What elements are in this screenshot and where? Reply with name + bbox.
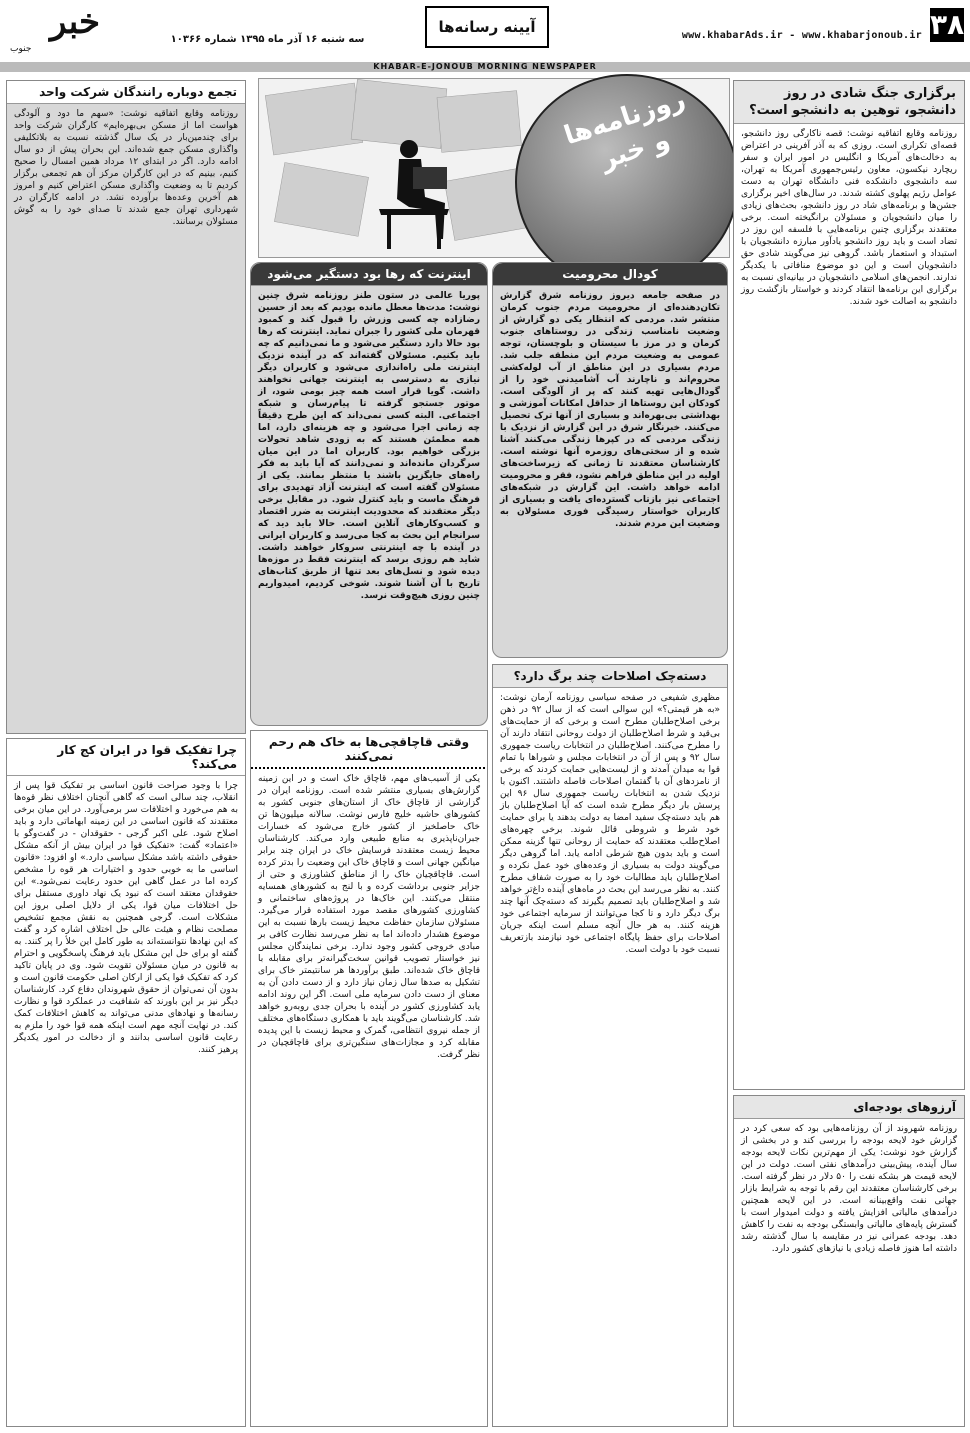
english-subtitle: KHABAR-E-JONOUB MORNING NEWSPAPER [0,62,970,72]
article-student-day [733,80,965,1090]
article-body: روزنامه وقایع اتفاقیه نوشت: «سهم ما دود و آلودگی هواست اما از مسکن بی‌بهره‌ایم» کارگران شرکت واحد برای چندمین‌بار در یک سال گذشته نسبت به بلاتکلیفی واگذاری مسکن جمع شده‌اند. این بحران پیش از دو سال ادامه دارد. اگر در ابتدای ۱۲ مرداد همین امسال را صحیح کنیم، بینیم که در این کارگران مرکز آن هم تجمعی برگزار کردیم تا به وضعیت واگذاری مسکن اعتراض کنیم و امروز هم آخرین وعده‌ها برآورده نشد. در ادامه کارگران در شهرداری تهران جمع شدند تا صدای خود را به گوش مسئولان برسانند. [14,109,239,227]
article-internet [250,262,488,726]
date-issue: سه شنبه ۱۶ آذر ماه ۱۳۹۵ شماره ۱۰۳۶۶ [170,34,365,45]
article-title[interactable]: آرزوهای بودجه‌ای [734,1096,964,1119]
website-urls[interactable]: www.khabarAds.ir - www.khabarjonoub.ir [681,30,922,41]
globe-caption: روزنامه‌ها و خبر [560,84,689,176]
article-title[interactable]: برگزاری جنگ شادی در روز دانشجو، توهین به دانشجو است؟ [734,81,964,124]
article-bus-drivers [6,80,246,734]
article-title[interactable]: دسته‌چک اصلاحات چند برگ دارد؟ [493,665,727,688]
article-title[interactable]: تجمع دوباره رانندگان شرکت واحد [7,81,245,104]
page-number: ۳۸ [930,8,965,41]
article-body: روزنامه شهروند از آن روزنامه‌هایی بود که سعی کرد در گزارش خود لایحه بودجه را بررسی کند و در بخشی از گزارش خود نوشت: یکی از مهم‌ترین نکات لایحه بودجه سال آینده، پیش‌بینی درآمدهای نفتی است. دولت در این لایحه قیمت هر بشکه نفت را ۵۰ دلار در نظر گرفته است. برخی کارشناسان معتقدند این رقم با توجه به شرایط بازار جهانی نفت واقع‌بینانه است. در این لایحه همچنین درآمدهای مالیاتی افزایش یافته و دولت امیدوار است با گسترش پایه‌های مالیاتی وابستگی بودجه به نفت را کاهش دهد. بودجه عمرانی نیز در مقایسه با سال گذشته رشد داشته اما هنوز فاصله زیادی با نیازهای کشور دارد. [741,1124,957,1254]
article-title[interactable]: چرا تفکیک قوا در ایران کج کار می‌کند؟ [7,739,245,776]
article-budget [733,1095,965,1427]
logo-word: خبر [49,2,100,42]
logo-tag: جنوب [10,44,32,54]
article-title[interactable]: اینترنت که رها بود دستگیر می‌شود [251,263,487,286]
newspaper-logo [8,2,104,56]
article-body: چرا با وجود صراحت قانون اساسی بر تفکیک قوا پس از انقلاب، چند سالی است که گاهی آنچنان اختلاف نظر قوه‌ها به هم می‌خورد و اختلافات سر برمی‌آورد. در این میان برخی معتقدند که قانون اساسی در این زمینه ابهاماتی دارد و باید اصلاح شود. علی اکبر گرجی - حقوقدان - در گفت‌وگو با «اعتماد» گفت: «تفکیک قوا در ایران بیش از آنکه مشکل حقوقی داشته باشد مشکل سیاسی دارد.» او افزود: «قانون اساسی ما به خوبی حدود و اختیارات هر قوه را مشخص کرده اما در عمل گاهی این حدود رعایت نمی‌شود.» این حقوقدان معتقد است که نبود یک نهاد داوری مستقل برای حل اختلافات میان قوا، یکی از دلایل اصلی بروز این مشکلات است. گرجی همچنین به نقش مجمع تشخیص مصلحت نظام و هیئت عالی حل اختلاف اشاره کرد و گفت که این نهادها نتوانسته‌اند به طور کامل این خلأ را پر کنند. به گفته او برای حل این مشکل باید فرهنگ پاسخگویی و احترام به قانون در میان مسئولان تقویت شود. وی در پایان تاکید کرد که تفکیک قوا یکی از ارکان اصلی حکومت قانون است و بدون آن نمی‌توان از حقوق شهروندان دفاع کرد. کارشناسان دیگر نیز بر این باورند که شفافیت در عملکرد قوا و نظارت رسانه‌ها و نهادهای مدنی می‌تواند به کاهش اختلافات کمک کند. در نهایت آنچه مهم است اینکه همه قوا خود را ملزم به رعایت قانون اساسی بدانند و از دخالت در امور یکدیگر پرهیز کنند. [14,781,238,1055]
article-body: مظهری شفیعی در صفحه سیاسی روزنامه آرمان نوشت: «به هر قیمتی؟» این سوالی است که از سال ۹۲ در ذهن برخی اصلاح‌طلبان مطرح است و برخی که از حمایت‌های بی‌قید و شرط اصلاح‌طلبان از دولت روحانی انتقاد دارند آن را مطرح می‌کنند. اصلاح‌طلبان در انتخابات ریاست جمهوری سال ۹۲ و پس از آن در انتخابات مجلس و شوراها با تمام قوا به میدان آمدند و از لیست‌هایی حمایت کردند که برخی از نامزدهای آن با گفتمان اصلاحات فاصله داشتند. اکنون با نزدیک شدن به انتخابات ریاست جمهوری سال ۹۶ این پرسش بار دیگر مطرح شده است که آیا اصلاح‌طلبان باز هم باید دسته‌چک سفید امضا به دولت بدهند یا برای حمایت خود شرط و شروطی قائل شوند. برخی چهره‌های اصلاح‌طلب معتقدند که حمایت از روحانی تنها گزینه ممکن است و باید بدون هیچ شرطی ادامه یابد. اما گروهی دیگر می‌گویند دولت به بسیاری از وعده‌های خود عمل نکرده و اصلاح‌طلبان باید مطالبات خود را به صورت شفاف مطرح کنند. به نظر می‌رسد این بحث در ماه‌های آینده داغ‌تر خواهد شد و اصلاح‌طلبان باید تصمیم بگیرند که دسته‌چک آنها چند برگ دیگر دارد و تا کجا می‌توانند از سرمایه اجتماعی خود هزینه کنند. به هر حال آنچه مسلم است اینکه جریان اصلاحات برای حفظ پایگاه اجتماعی خود نیازمند بازتعریف نسبت خود با دولت است. [500,693,720,955]
article-soil-smuggling [250,730,488,1427]
article-body: در صفحه جامعه دیروز روزنامه شرق گزارش تکان‌دهنده‌ای از محرومیت مردم جنوب کرمان منتشر شد. مردمی که انتظار یکی دو گزارش از وضعیت نامناسب زندگی در روستاهای جنوب کرمان و در مرز با سیستان و بلوچستان، توجه عمومی به وضعیت مردم این منطقه جلب شد. مردم بسیاری در این مناطق از آب لوله‌کشی محروم‌اند و ناچارند آب آشامیدنی خود را از گودال‌هایی تهیه کنند که پر از آلودگی است. کودکان این روستاها از حداقل امکانات آموزشی و بهداشتی بی‌بهره‌اند و بسیاری از آنها ترک تحصیل می‌کنند. خبرنگار شرق در این گزارش از نزدیک با زندگی مردمی که در کپرها زندگی می‌کنند آشنا شده و از سختی‌های روزمره آنها نوشته است. کارشناسان معتقدند تا زمانی که زیرساخت‌های اولیه در این مناطق فراهم نشود، فقر و محرومیت ادامه خواهد داشت. این گزارش در شبکه‌های اجتماعی نیز بازتاب گسترده‌ای یافت و بسیاری از کاربران خواستار رسیدگی فوری مسئولان به وضعیت این مردم شدند. [500,291,720,529]
article-body: روزنامه وقایع اتفاقیه نوشت: قصه ناکارگی روز دانشجو، قصه‌ای تکراری است. روزی که به آذر آفرینی در اعتراض به دخالت‌های آمریکا و انگلیس در امور ایران و سفر ریچارد نیکسون، معاون رئیس‌جمهوری آمریکا به تهران، سه دانشجوی دانشکده فنی دانشگاه تهران به دست عوامل رژیم پهلوی کشته شدند. در سال‌های اخیر برگزاری جشن‌ها و برنامه‌های شاد در روز دانشجو، بحث‌های زیادی را میان دانشجویان و مسئولان برانگیخته است. برخی معتقدند برگزاری چنین برنامه‌هایی با فلسفه این روز در تضاد است و باید روز دانشجو یادآور مبارزه دانشجویان با استبداد و استعمار باشد. گروهی نیز می‌گویند شادی حق دانشجویان است و این دو موضوع منافاتی با یکدیگر ندارند. انجمن‌های اسلامی دانشجویان در بیانیه‌ای نسبت به برگزاری این برنامه‌ها انتقاد کردند و خواستار بازگشت روز دانشجو به اصالت خود شدند. [741,129,957,307]
article-separation-of-powers [6,738,246,1427]
article-body: یکی از آسیب‌های مهم، قاچاق خاک است و در این زمینه گزارش‌های بسیاری منتشر شده است. روزنامه ایران در گزارشی از قاچاق خاک از استان‌های جنوبی کشور به کشورهای حاشیه خلیج فارس نوشت. سالانه میلیون‌ها تن خاک حاصلخیز از کشور خارج می‌شود که خسارات جبران‌ناپذیری به منابع طبیعی وارد می‌کند. کارشناسان محیط زیست معتقدند فرسایش خاک در ایران چند برابر میانگین جهانی است و قاچاق خاک این وضعیت را بدتر کرده است. قاچاقچیان خاک را از مناطق کشاورزی و حتی از جزایر جنوبی برداشت کرده و با لنج به کشورهای همسایه منتقل می‌کنند. این خاک‌ها در پروژه‌های ساختمانی و کشاورزی کشورهای مقصد مورد استفاده قرار می‌گیرد. مسئولان سازمان حفاظت محیط زیست بارها نسبت به این موضوع هشدار داده‌اند اما به نظر می‌رسد نظارت کافی بر مبادی خروجی کشور وجود ندارد. برخی نمایندگان مجلس نیز خواستار تصویب قوانین سخت‌گیرانه‌تر برای مقابله با قاچاق خاک شده‌اند. طبق برآوردها هر سانتیمتر خاک برای تشکیل به صدها سال زمان نیاز دارد و از دست دادن آن به معنای از دست دادن سرمایه ملی است. اگر این روند ادامه یابد کشاورزی کشور در آینده با بحران جدی روبه‌رو خواهد شد. کارشناسان می‌گویند باید با همکاری دستگاه‌های مختلف از جمله نیروی انتظامی، گمرک و محیط زیست با این پدیده مقابله کرد و مجازات‌های سنگین‌تری برای قاچاقچیان در نظر گرفت. [258,774,480,1060]
article-deprived [492,262,728,658]
article-reforms [492,664,728,1427]
article-body: پوریا عالمی در ستون طنز روزنامه شرق چنین نوشت: مدت‌ها معطل مانده بودیم که بعد از حسین رضازاده چه کسی وزرش را قبول کند و کمبود قهرمان ملی کشور را جبران نماید. اینترنت که رها بود حالا دارد دستگیر می‌شود و ما نمی‌دانیم که چه باید بکنیم. مسئولان گفته‌اند که در آینده نزدیک اینترنت ملی راه‌اندازی می‌شود و کاربران دیگر نیازی به دسترسی به اینترنت جهانی نخواهند داشت. گویا قرار است همه چیز بومی شود، از موتور جستجو گرفته تا پیام‌رسان و شبکه اجتماعی. البته کسی نمی‌داند که این طرح دقیقاً چه زمانی اجرا می‌شود و چه هزینه‌ای دارد، اما همه مطمئن هستند که به زودی شاهد تحولات بزرگی خواهیم بود. کاربران اما در این میان سرگردان مانده‌اند و نمی‌دانند که آیا باید به فکر راه‌های جایگزین باشند یا منتظر بمانند. یکی از مسئولان گفته است که اینترنت آزاد تهدیدی برای فرهنگ ماست و باید کنترل شود. در مقابل برخی دیگر معتقدند که محدودیت اینترنت به ضرر اقتصاد و کسب‌وکارهای آنلاین است. حالا باید دید که سرانجام این بحث به کجا می‌رسد و کاربران ایرانی در آینده با چه اینترنتی سروکار خواهند داشت. شاید هم روزی برسد که اینترنت فقط در موزه‌ها دیده شود و نسل‌های بعد تنها از طریق کتاب‌های تاریخ با آن آشنا شوند. شوخی کردیم، امیدواریم چنین روزی هیچ‌وقت نرسد. [258,291,480,601]
article-title[interactable]: کودال محرومیت [493,263,727,286]
section-title: آیینه رسانه‌ها [425,6,549,48]
article-title[interactable]: وقتی قاچاقچی‌ها به خاک هم رحم نمی‌کنند [251,731,487,767]
